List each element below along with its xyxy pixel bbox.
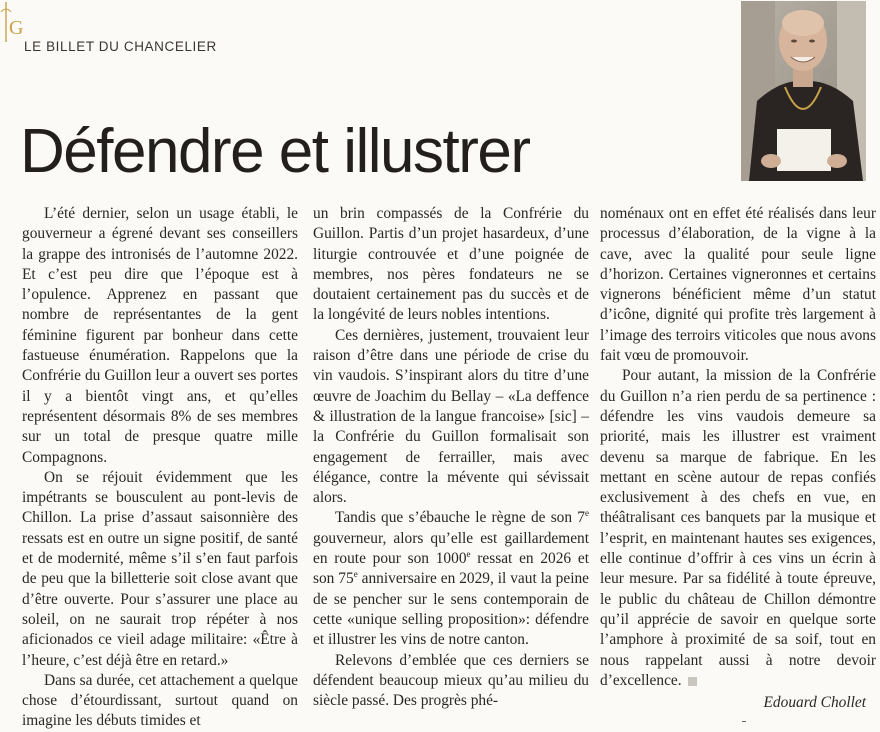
paragraph: Relevons d’emblée que ces derniers se défendent beaucoup mieux qu’au milieu du siècle passé. Des progrès phé- [313, 651, 589, 710]
paragraph: Tandis que s’ébauche le règne de son 7e gouverneur, alors qu’elle est gaillardement en route pour son 1000e ressat en 2026 et son 75e anniversaire en 2029, il vaut la peine de se pencher sur le sens contemporain de cette «unique selling proposition»: défendre et illustrer les vins de notre canton. [313, 508, 589, 649]
paragraph: un brin compassés de la Confrérie du Guillon. Partis d’un projet hasardeux, d’une liturgie controuvée et d’une poignée de membres, nos pères fondateurs ne se doutaient certainement pas du succès et de la longévité de leurs nobles intentions. [313, 205, 589, 324]
end-of-article-mark [688, 677, 697, 686]
paragraph: noménaux ont en effet été réalisés dans leur processus d’élaboration, de la vigne à la cave, avec la qualité pour seule ligne d’horizon. Certaines vigneronnes et certains vignerons bénéficient même d’un statut d’icône, dignité qui profite très largement à l’image des terroirs viticoles que nous avons fait vœu de promouvoir. [600, 205, 876, 365]
paragraph: On se réjouit évidemment que les impétrants se bousculent au pont-levis de Chillon. La prise d’assaut saisonnière des ressats est en outre un signe positif, de santé et de modernité, même s’il s’en faut parfois de peu que la billetterie soit close avant que d’être ouverte. Pour s’assurer une place au soleil, on ne saurait trop répéter à nos aficionados ce vieil adage militaire: «Être à l’heure, c’est déjà être en retard.» [22, 468, 298, 669]
divider [742, 721, 746, 722]
author-signature: Edouard Chollet [763, 694, 866, 711]
svg-text:G: G [9, 17, 24, 39]
paragraph: Dans sa durée, cet attachement a quelque chose d’étourdissant, surtout quand on imagine les débuts timides et [22, 671, 298, 730]
article-column-1 [22, 204, 298, 732]
article-column-2 [313, 204, 589, 711]
article-column-3 [600, 204, 876, 691]
author-portrait [741, 1, 866, 181]
paragraph: Ces dernières, justement, trouvaient leur raison d’être dans une période de crise du vin vaudois. S’inspirant alors du titre d’une œuvre de Joachim du Bellay – «La deffence & illustration de la langue francoise» [sic] – la Confrérie du Guillon formalisait son engagement de ferrailler, mais avec élégance, contre la mévente qui sévissait alors. [313, 326, 589, 507]
paragraph: Pour autant, la mission de la Confrérie du Guillon n’a rien perdu de sa pertinence : défendre les vins vaudois demeure sa priorité, mais les illustrer est vraiment devenu sa marque de fabrique. En les mettant en scène autour de repas confiés exclusivement à des chefs en vue, en théâtralisant ces banquets par la musique et l’esprit, en maintenant hautes ses exigences, elle continue d’offrir à ces vins un écrin à leur mesure. Par sa fidélité à toute épreuve, le public du château de Chillon démontre qu’il apprécie de savoir en quelque sorte l’amphore à proximité de sa soif, tout en nous rappelant aussi à notre devoir d’excellence. [600, 367, 876, 689]
section-rubric: LE BILLET DU CHANCELIER [24, 39, 217, 54]
guillon-logo [0, 2, 26, 42]
article-title: Défendre et illustrer [20, 117, 530, 186]
paragraph: L’été dernier, selon un usage établi, le gouverneur a égrené devant ses conseillers la grappe des intronisés de l’automne 2022. Et c’est peu dire que l’époque est à l’opulence. Apprenez en passant que nombre de représentantes de la gent féminine figurent par bonheur dans cette fastueuse énumération. Rappelons que la Confrérie du Guillon leur a ouvert ses portes il y a bientôt vingt ans, et qu’elles représentent désormais 8% de ses membres sur un total de presque quatre mille Compagnons. [22, 205, 298, 466]
